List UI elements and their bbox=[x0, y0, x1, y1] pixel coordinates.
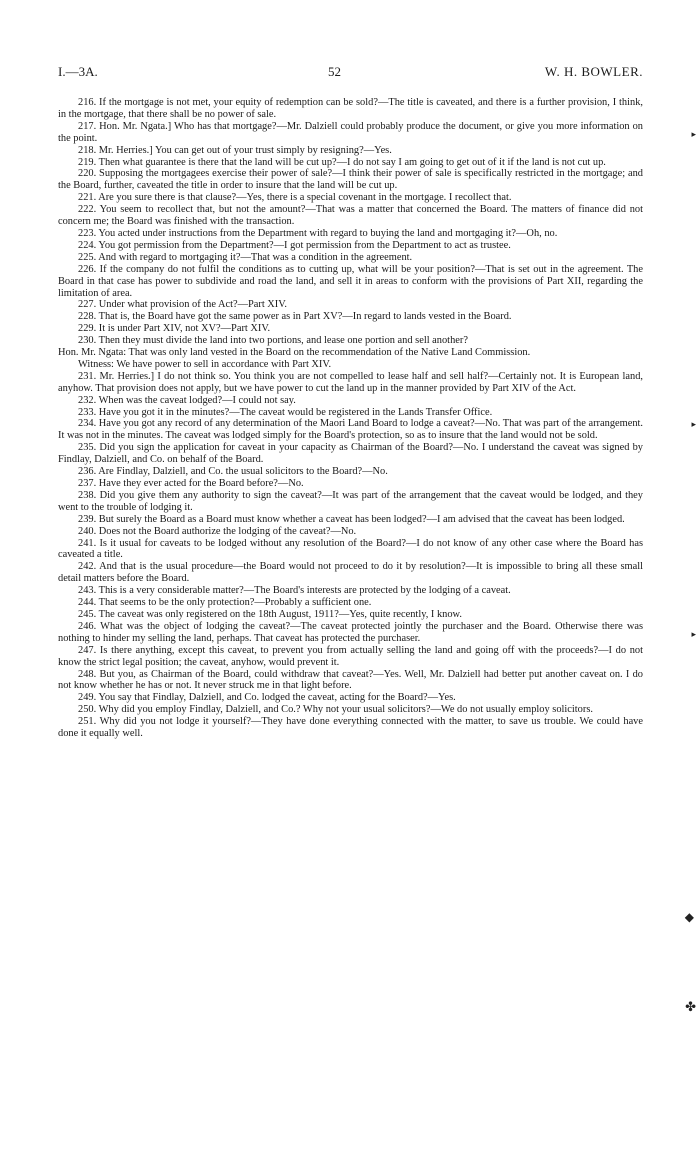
margin-mark-icon: ▸ bbox=[691, 130, 696, 140]
margin-mark-icon: ▸ bbox=[691, 630, 696, 640]
paragraph-226: 226. If the company do not fulfil the conditions as to cutting up, what will be your position?—That is set out in the agreement. The Board in that case has power to subdivide and road the land, and sell it in areas to conform with the provisions of Part XII, regarding the limitation of area. bbox=[58, 263, 643, 299]
paragraph-222: 222. You seem to recollect that, but not the amount?—That was a matter that concerned the Board. The matters of finance did not concern me; the Board was finished with the transaction. bbox=[58, 204, 643, 228]
witness-statement: Witness: We have power to sell in accordance with Part XIV. bbox=[78, 358, 332, 370]
paragraph-238: 238. Did you give them any authority to sign the caveat?—It was part of the arrangement that the caveat would be lodged, and they went to the trouble of lodging it. bbox=[58, 489, 643, 513]
paragraph-236: 236. Are Findlay, Dalziell, and Co. the usual solicitors to the Board?—No. bbox=[78, 466, 388, 478]
paragraph-244: 244. That seems to be the only protection?—Probably a sufficient one. bbox=[78, 597, 372, 609]
paragraph-234: 234. Have you got any record of any determination of the Maori Land Board to lodge a caveat?—No. That was part of the arrangement. It was not in the minutes. The caveat was lodged simply for the Board's protection, so as to insure that the land would not be sold. bbox=[58, 418, 643, 442]
witness-name: W. H. BOWLER. bbox=[544, 64, 643, 79]
margin-mark-icon: ◆ bbox=[684, 910, 694, 924]
paragraph-230: 230. Then they must divide the land into two portions, and lease one portion and sell another? bbox=[78, 335, 468, 347]
paragraph-251: 251. Why did you not lodge it yourself?—They have done everything connected with the matter, to save us trouble. We could have done it equally well. bbox=[58, 716, 643, 740]
paragraph-218: 218. Mr. Herries.] You can get out of your trust simply by resigning?—Yes. bbox=[78, 144, 392, 156]
paragraph-243: 243. This is a very considerable matter?—The Board's interests are protected by the lodging of a caveat. bbox=[78, 585, 511, 597]
paragraph-247: 247. Is there anything, except this caveat, to prevent you from actually selling the land and going off with the proceeds?—I do not know the strict legal position; the caveat, anyhow, would prevent it. bbox=[58, 644, 643, 668]
paragraph-245: 245. The caveat was only registered on the 18th August, 1911?—Yes, quite recently, I know. bbox=[78, 608, 462, 620]
page-header bbox=[58, 64, 643, 84]
paragraph-220: 220. Supposing the mortgagees exercise their power of sale?—I think their power of sale is specifically restricted in the mortgage; and the Board, further, caveated the title in order to insure that the land will be cut up. bbox=[58, 168, 643, 192]
paragraph-248: 248. But you, as Chairman of the Board, could withdraw that caveat?—Yes. Well, Mr. Dalziell had better put another caveat on. I do not know whether he has or not. It never struck me in that light before. bbox=[58, 668, 643, 692]
margin-mark-icon: ✤ bbox=[685, 1000, 696, 1015]
paragraph-239: 239. But surely the Board as a Board must know whether a caveat has been lodged?—I am advised that the caveat has been lodged. bbox=[78, 513, 625, 525]
paragraph-216: 216. If the mortgage is not met, your equity of redemption can be sold?—The title is caveated, and there is a further provision, I think, in the mortgage, that there shall be no power of sale. bbox=[58, 97, 643, 120]
paragraph-241: 241. Is it usual for caveats to be lodged without any resolution of the Board?—I do not know of any other case where the Board has caveated a title. bbox=[58, 537, 643, 561]
paragraph-240: 240. Does not the Board authorize the lodging of the caveat?—No. bbox=[78, 525, 357, 537]
page-number: 52 bbox=[328, 64, 341, 79]
paragraph-231: 231. Mr. Herries.] I do not think so. You think you are not compelled to lease half and sell half?—Certainly not. It is European land, anyhow. That provision does not apply, but we have power to cut the land up in the manner provided by Part XIV of the Act. bbox=[58, 370, 643, 394]
paragraph-246: 246. What was the object of lodging the caveat?—The caveat protected jointly the purchaser and the Board. Otherwise there was nothing to hinder my selling the land, perhaps. That caveat has protected the purchaser. bbox=[58, 620, 643, 644]
paragraph-249: 249. You say that Findlay, Dalziell, and Co. lodged the caveat, acting for the Board?—Yes. bbox=[78, 692, 456, 704]
margin-mark-icon: ▸ bbox=[691, 420, 696, 430]
paragraph-223: 223. You acted under instructions from the Department with regard to buying the land and mortgaging it?—Oh, no. bbox=[78, 227, 558, 239]
testimony-body bbox=[58, 97, 643, 740]
paragraph-221: 221. Are you sure there is that clause?—Yes, there is a special covenant in the mortgage. I recollect that. bbox=[78, 192, 512, 204]
interjection-ngata: Hon. Mr. Ngata: That was only land vested in the Board on the recommendation of the Native Land Commission. bbox=[58, 347, 531, 359]
paragraph-227: 227. Under what provision of the Act?—Part XIV. bbox=[78, 299, 288, 311]
paragraph-242: 242. And that is the usual procedure—the Board would not proceed to do it by resolution?—It is impossible to bring all these small detail matters before the Board. bbox=[58, 561, 643, 585]
paragraph-232: 232. When was the caveat lodged?—I could not say. bbox=[78, 394, 296, 406]
document-reference: I.—3A. bbox=[58, 64, 98, 79]
paragraph-229: 229. It is under Part XIV, not XV?—Part XIV. bbox=[78, 323, 271, 335]
paragraph-228: 228. That is, the Board have got the same power as in Part XV?—In regard to lands vested in the Board. bbox=[78, 311, 512, 323]
paragraph-237: 237. Have they ever acted for the Board before?—No. bbox=[78, 478, 304, 489]
paragraph-250: 250. Why did you employ Findlay, Dalziell, and Co.? Why not your usual solicitors?—We do not usually employ solicitors. bbox=[78, 704, 593, 716]
paragraph-217: 217. Hon. Mr. Ngata.] Who has that mortgage?—Mr. Dalziell could probably produce the document, or give you more information on the point. bbox=[58, 120, 643, 144]
paragraph-224: 224. You got permission from the Department?—I got permission from the Department to act as trustee. bbox=[78, 239, 511, 251]
paragraph-225: 225. And with regard to mortgaging it?—That was a condition in the agreement. bbox=[78, 251, 413, 263]
paragraph-235: 235. Did you sign the application for caveat in your capacity as Chairman of the Board?—No. I understand the caveat was signed by Findlay, Dalziell, and Co. on behalf of the Board. bbox=[58, 442, 643, 466]
paragraph-233: 233. Have you got it in the minutes?—The caveat would be registered in the Lands Transfer Office. bbox=[78, 406, 493, 418]
paragraph-219: 219. Then what guarantee is there that the land will be cut up?—I do not say I am going to get out of it if the land is not cut up. bbox=[78, 156, 606, 168]
